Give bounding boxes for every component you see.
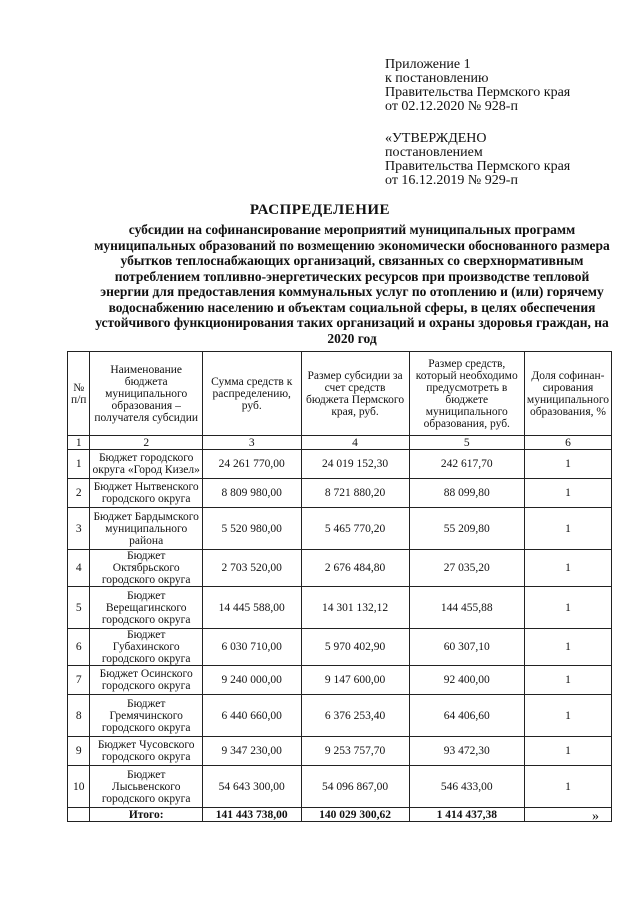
local-funds: 242 617,70: [409, 450, 524, 479]
cofinancing-share: 1: [524, 550, 611, 587]
total-sum: 2 703 520,00: [202, 550, 301, 587]
total-sum: 9 347 230,00: [202, 737, 301, 766]
total-sum: 5 520 980,00: [202, 508, 301, 550]
column-index: 4: [301, 436, 409, 450]
budget-name: Бюджет Октябрьского городского округа: [90, 550, 203, 587]
total-sum: 8 809 980,00: [202, 479, 301, 508]
table-row: [68, 550, 612, 587]
row-number: 9: [68, 737, 90, 766]
approval-line: от 16.12.2019 № 929-п: [385, 173, 518, 188]
column-index: 6: [524, 436, 611, 450]
budget-name: Бюджет Лысьвенского городского округа: [90, 766, 203, 808]
budget-name: Бюджет Верещагинского городского округа: [90, 587, 203, 629]
appendix-line: Правительства Пермского края: [385, 85, 571, 100]
budget-name: Бюджет Гремячинского городского округа: [90, 695, 203, 737]
table-row: [68, 666, 612, 695]
total-row: [68, 808, 612, 822]
cofinancing-share: 1: [524, 766, 611, 808]
cofinancing-share: 1: [524, 450, 611, 479]
subsidy-amount: 2 676 484,80: [301, 550, 409, 587]
table-row: [68, 695, 612, 737]
row-number: 10: [68, 766, 90, 808]
row-number: 4: [68, 550, 90, 587]
closing-quote: »: [592, 809, 599, 824]
row-number: 6: [68, 629, 90, 666]
total-sum: 14 445 588,00: [202, 587, 301, 629]
cofinancing-share: 1: [524, 587, 611, 629]
total-label: Итого:: [90, 808, 203, 822]
cofinancing-share: 1: [524, 479, 611, 508]
table-row: [68, 587, 612, 629]
local-funds: 55 209,80: [409, 508, 524, 550]
local-funds: 60 307,10: [409, 629, 524, 666]
document-subtitle: субсидии на софинансирование мероприятий муниципальных программ муниципальных образований по возмещению экономически обоснованного размера убытков теплоснабжающих организаций, связанных со сверхнормативным потреблением топливно-энергетических ресурсов при производстве тепловой энергии для предоставления коммунальных услуг по отоплению и (или) горячему водоснабжению населению и объектам социальной сферы, в целях обеспечения устойчивого функционирования таких организаций и охраны здоровья граждан, на 2020 год: [94, 222, 610, 346]
budget-name: Бюджет Бардымского муниципального района: [90, 508, 203, 550]
subsidy-amount: 24 019 152,30: [301, 450, 409, 479]
local-funds: 64 406,60: [409, 695, 524, 737]
header-total-sum: Сумма средств к распределению, руб.: [202, 352, 301, 436]
total-sum: 54 643 300,00: [202, 766, 301, 808]
row-number: 8: [68, 695, 90, 737]
cofinancing-share: 1: [524, 737, 611, 766]
budget-name: Бюджет Осинского городского округа: [90, 666, 203, 695]
header-subsidy: Размер субсидии за счет средств бюджета Пермского края, руб.: [301, 352, 409, 436]
total-sum: 141 443 738,00: [202, 808, 301, 822]
appendix-line: от 02.12.2020 № 928-п: [385, 99, 518, 114]
subsidy-amount: 14 301 132,12: [301, 587, 409, 629]
subsidy-amount: 54 096 867,00: [301, 766, 409, 808]
total-sum: 6 440 660,00: [202, 695, 301, 737]
table-row: [68, 766, 612, 808]
column-index: 1: [68, 436, 90, 450]
total-local: 1 414 437,38: [409, 808, 524, 822]
approval-line: постановлением: [385, 145, 483, 160]
table-row: [68, 629, 612, 666]
table-row: [68, 508, 612, 550]
column-index: 2: [90, 436, 203, 450]
local-funds: 546 433,00: [409, 766, 524, 808]
subsidy-amount: 5 970 402,90: [301, 629, 409, 666]
header-local-funds: Размер средств, который необходимо предусмотреть в бюджете муниципального образования, руб.: [409, 352, 524, 436]
row-number: 2: [68, 479, 90, 508]
subsidy-amount: 6 376 253,40: [301, 695, 409, 737]
cofinancing-share: 1: [524, 508, 611, 550]
row-number: 7: [68, 666, 90, 695]
appendix-line: к постановлению: [385, 71, 489, 86]
header-budget-name: Наименование бюджета муниципального образования – получателя субсидии: [90, 352, 203, 436]
subsidy-amount: 5 465 770,20: [301, 508, 409, 550]
local-funds: 27 035,20: [409, 550, 524, 587]
local-funds: 92 400,00: [409, 666, 524, 695]
column-index: 5: [409, 436, 524, 450]
cofinancing-share: 1: [524, 666, 611, 695]
subsidy-amount: 9 147 600,00: [301, 666, 409, 695]
table-row: [68, 737, 612, 766]
budget-name: Бюджет Губахинского городского округа: [90, 629, 203, 666]
total-subsidy: 140 029 300,62: [301, 808, 409, 822]
row-number: 1: [68, 450, 90, 479]
local-funds: 88 099,80: [409, 479, 524, 508]
table-header-row: [68, 352, 612, 436]
subsidy-amount: 8 721 880,20: [301, 479, 409, 508]
budget-name: Бюджет Чусовского городского округа: [90, 737, 203, 766]
document-title: РАСПРЕДЕЛЕНИЕ: [249, 202, 391, 218]
column-index: 3: [202, 436, 301, 450]
approval-line: «УТВЕРЖДЕНО: [385, 131, 487, 146]
table-row: [68, 479, 612, 508]
total-sum: 6 030 710,00: [202, 629, 301, 666]
total-sum: 9 240 000,00: [202, 666, 301, 695]
budget-name: Бюджет городского округа «Город Кизел»: [90, 450, 203, 479]
local-funds: 144 455,88: [409, 587, 524, 629]
header-number: № п/п: [68, 352, 90, 436]
row-number: 3: [68, 508, 90, 550]
column-index-row: [68, 436, 612, 450]
cofinancing-share: 1: [524, 695, 611, 737]
cofinancing-share: 1: [524, 629, 611, 666]
approval-line: Правительства Пермского края: [385, 159, 571, 174]
table-row: [68, 450, 612, 479]
distribution-table: [67, 351, 612, 822]
local-funds: 93 472,30: [409, 737, 524, 766]
budget-name: Бюджет Нытвенского городского округа: [90, 479, 203, 508]
row-number: 5: [68, 587, 90, 629]
subsidy-amount: 9 253 757,70: [301, 737, 409, 766]
appendix-line: Приложение 1: [385, 57, 471, 72]
approval-block: [385, 132, 570, 188]
appendix-block: [385, 58, 570, 114]
total-sum: 24 261 770,00: [202, 450, 301, 479]
header-share: Доля софинан-сирования муниципального образования, %: [524, 352, 611, 436]
